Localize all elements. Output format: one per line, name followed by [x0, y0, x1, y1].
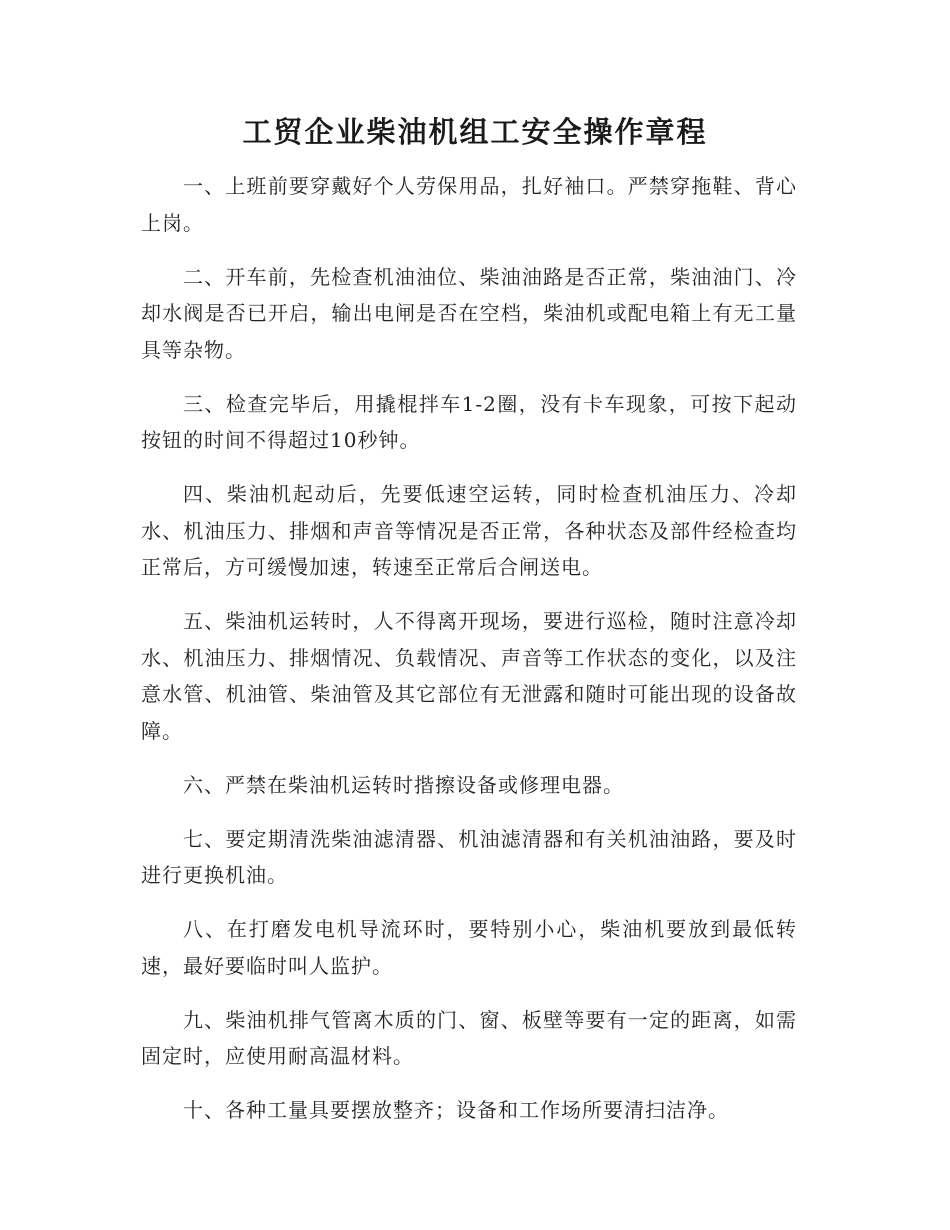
rule-paragraph-2: 二、开车前，先检查机油油位、柴油油路是否正常，柴油油门、冷却水阀是否已开启，输出电闸是否在空档，柴油机或配电箱上有无工量具等杂物。: [141, 264, 797, 362]
rule-paragraph-5: 五、柴油机运转时，人不得离开现场，要进行巡检，随时注意冷却水、机油压力、排烟情况、负载情况、声音等工作状态的变化，以及注意水管、机油管、柴油管及其它部位有无泄露和随时可能出现的设备故障。: [141, 609, 797, 743]
rule-paragraph-1: 一、上班前要穿戴好个人劳保用品，扎好袖口。严禁穿拖鞋、背心上岗。: [141, 174, 797, 235]
rule-paragraph-9: 九、柴油机排气管离木质的门、窗、板壁等要有一定的距离，如需固定时，应使用耐高温材料。: [141, 1007, 797, 1068]
rule-paragraph-7: 七、要定期清洗柴油滤清器、机油滤清器和有关机油油路，要及时进行更换机油。: [141, 826, 797, 887]
document-body: [141, 168, 797, 1146]
rule-paragraph-10: 十、各种工量具要摆放整齐；设备和工作场所要清扫洁净。: [183, 1098, 729, 1122]
rule-paragraph-4: 四、柴油机起动后，先要低速空运转，同时检查机油压力、冷却水、机油压力、排烟和声音等情况是否正常，各种状态及部件经检查均正常后，方可缓慢加速，转速至正常后合闸送电。: [141, 482, 797, 579]
rule-paragraph-6: 六、严禁在柴油机运转时揩擦设备或修理电器。: [183, 772, 624, 797]
document-title: 工贸企业柴油机组工安全操作章程: [242, 115, 708, 149]
rule-paragraph-3: 三、检查完毕后，用撬棍拌车1-2圈，没有卡车现象，可按下起动按钮的时间不得超过10秒钟。: [141, 391, 797, 452]
rule-paragraph-8: 八、在打磨发电机导流环时，要特别小心，柴油机要放到最低转速，最好要临时叫人监护。: [141, 917, 797, 978]
